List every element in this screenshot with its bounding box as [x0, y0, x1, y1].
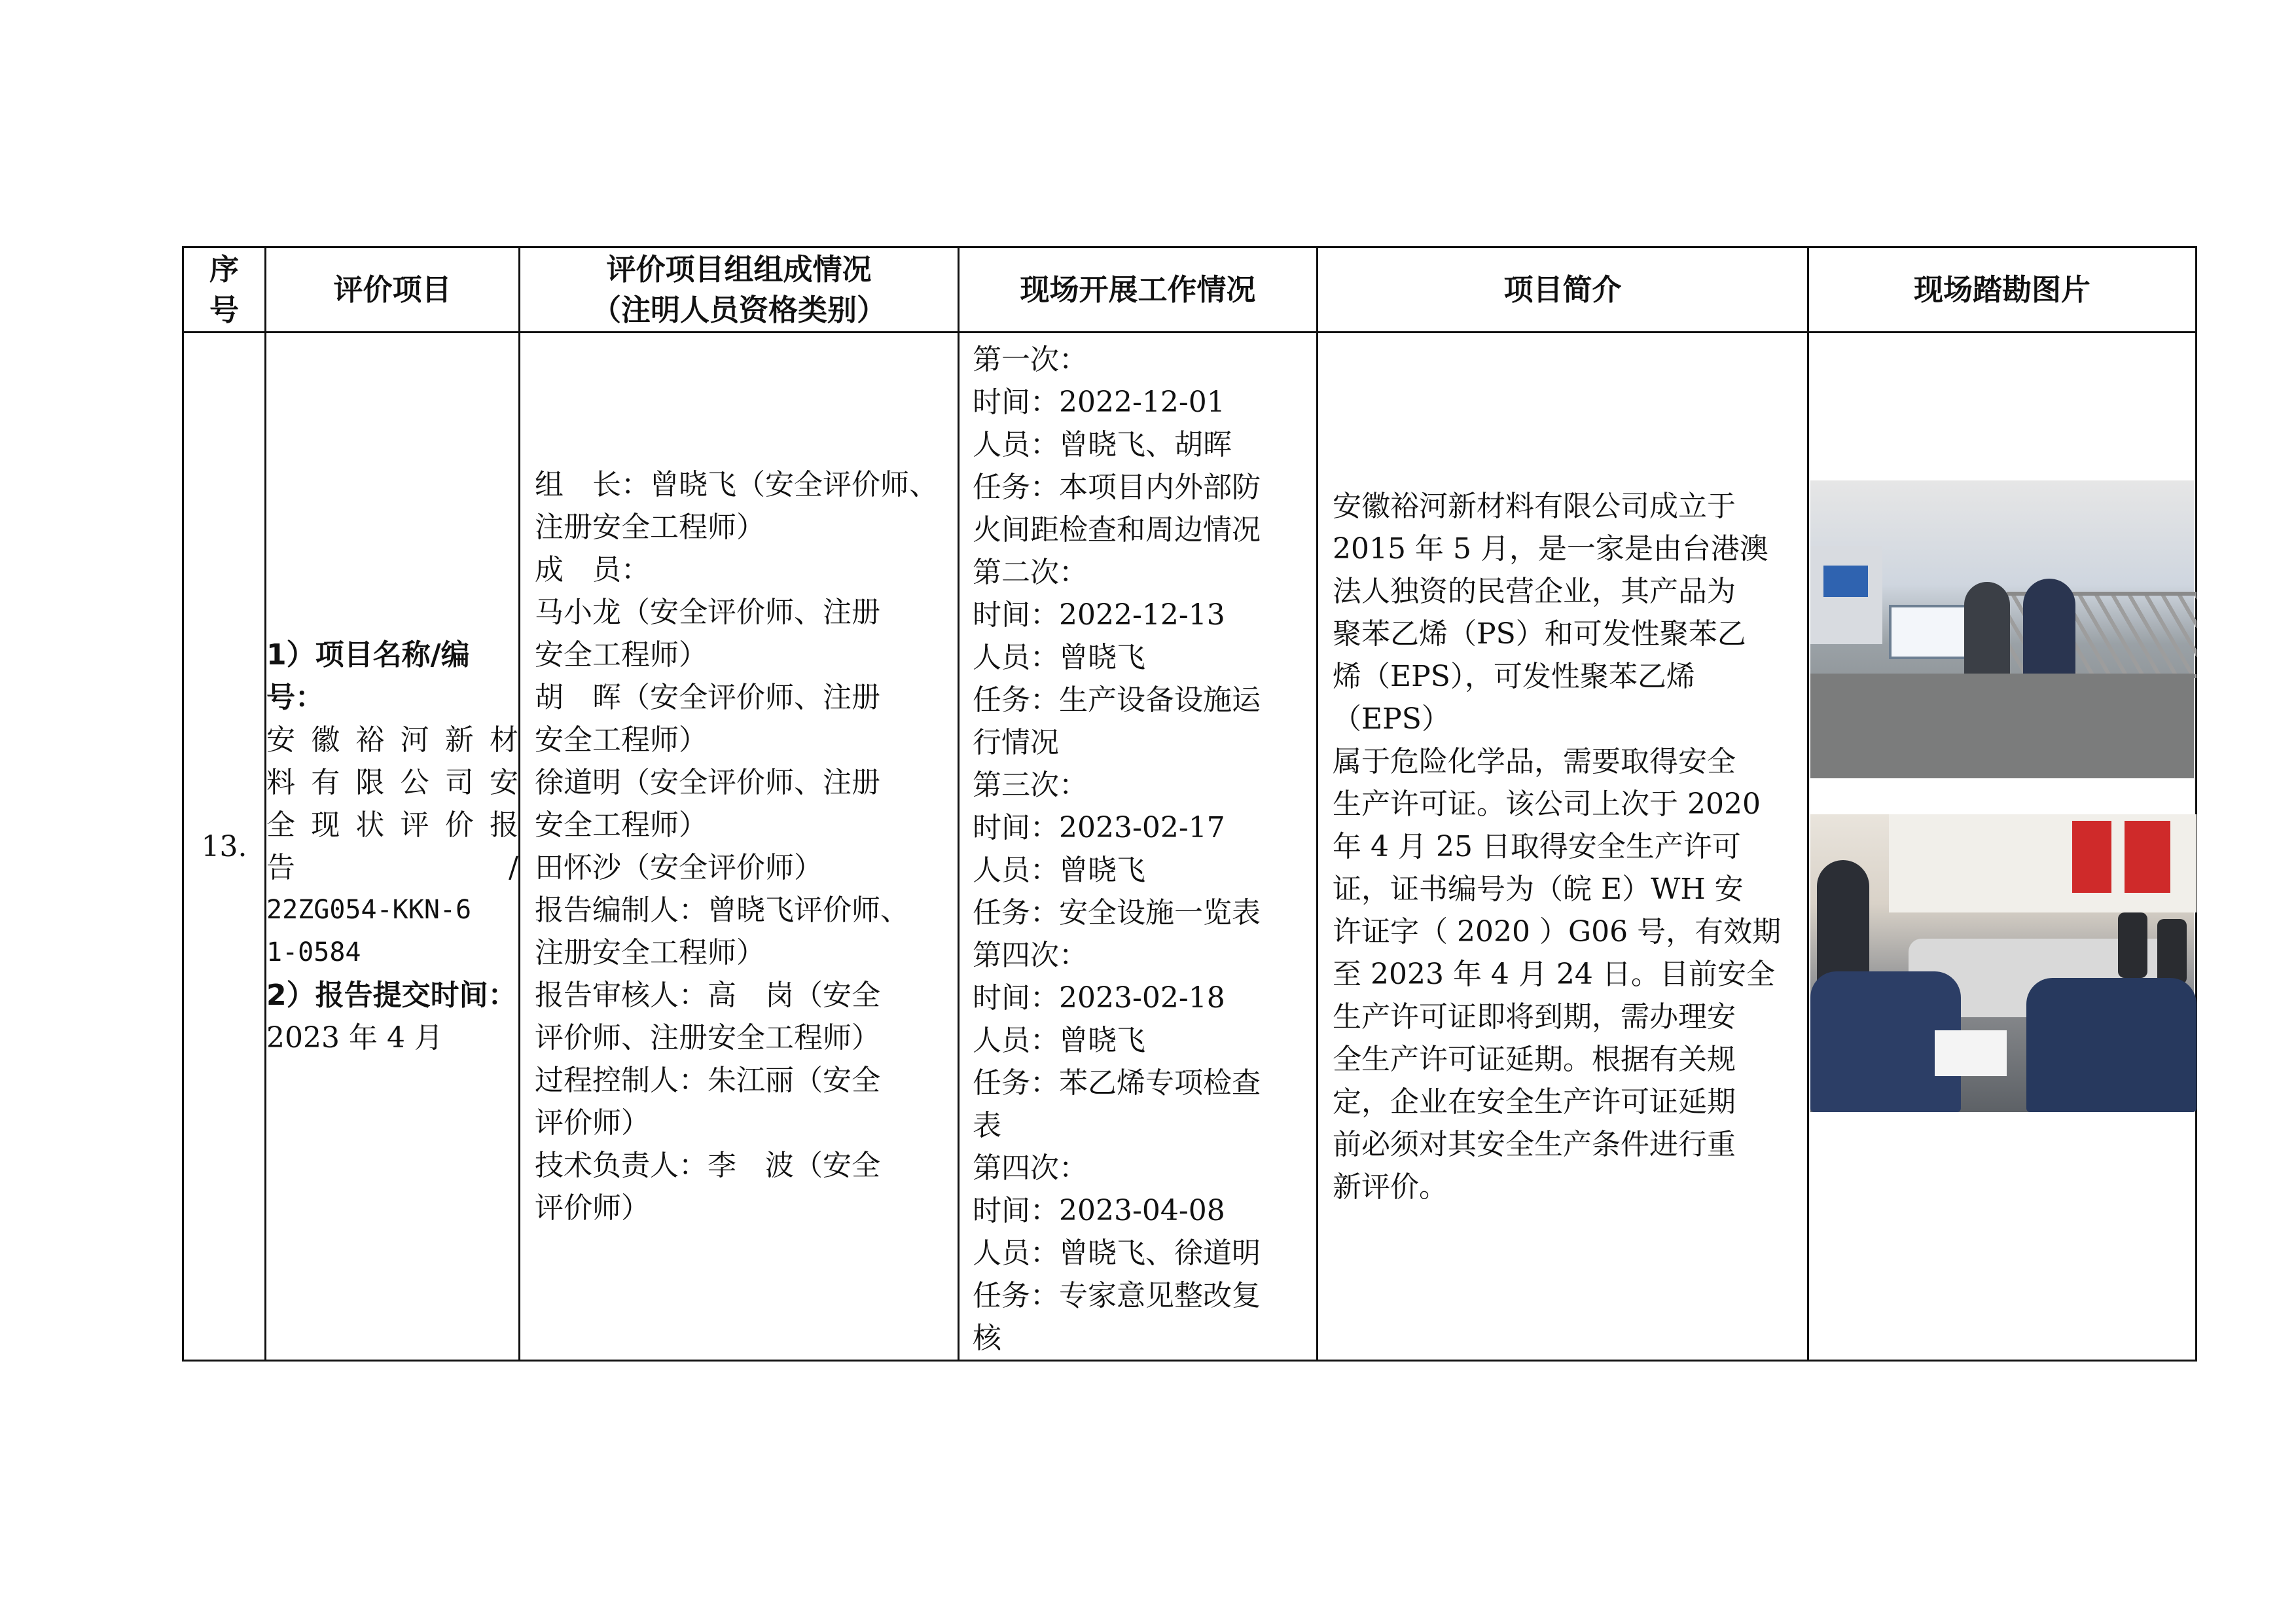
report-time-value: 2023 年 4 月: [266, 1021, 443, 1055]
project-name-line: 全现状评价报: [266, 808, 518, 842]
intro-line: 安徽裕河新材料有限公司成立于: [1333, 489, 1736, 523]
work-list: [960, 338, 1316, 1360]
work-record-line: 第三次：: [973, 768, 1088, 802]
intro-line: 前必须对其安全生产条件进行重: [1333, 1127, 1736, 1161]
row-index: 13.: [183, 333, 266, 1361]
photos-cell: [1808, 333, 2197, 1361]
work-record-line: 时间：2023-04-08: [973, 1194, 1225, 1227]
intro-line: 新评价。: [1333, 1170, 1448, 1204]
header-photos: 现场踏勘图片: [1808, 247, 2197, 333]
work-record-line: 任务：安全设施一览表: [973, 896, 1261, 929]
work-record-line: 任务：苯乙烯专项检查: [973, 1066, 1261, 1100]
intro-line: 法人独资的民营企业，其产品为: [1333, 574, 1736, 608]
project-name-line: 告 /: [266, 851, 518, 884]
team-member-line: 成 员：: [535, 553, 650, 586]
project-code-line: 1-0584: [266, 937, 361, 967]
header-work: 现场开展工作情况: [959, 247, 1318, 333]
intro-line: 许证字（ 2020 ）G06 号，有效期: [1333, 914, 1782, 948]
project-name-line: 安徽裕河新材: [266, 723, 518, 757]
team-member-line: 安全工程师）: [535, 808, 708, 842]
header-project: 评价项目: [266, 247, 520, 333]
site-photo-meeting: [1810, 814, 2194, 1112]
work-record-line: 人员：曾晓飞、胡晖: [973, 428, 1232, 461]
project-code-line: 22ZG054-KKN-6: [266, 895, 472, 925]
team-member-line: 安全工程师）: [535, 723, 708, 757]
intro-line: 证，证书编号为（皖 E）WH 安: [1333, 872, 1744, 906]
work-record-line: 核: [973, 1322, 1001, 1355]
work-record-line: 任务：本项目内外部防: [973, 471, 1261, 504]
work-record-line: 第四次：: [973, 939, 1088, 972]
team-member-line: 组 长：曾晓飞（安全评价师、: [535, 468, 938, 501]
work-record-line: 人员：曾晓飞: [973, 854, 1145, 887]
intro-line: 2015 年 5 月，是一家是由台港澳: [1333, 532, 1768, 566]
work-record-line: 任务：生产设备设施运: [973, 683, 1261, 717]
work-record-line: 第四次：: [973, 1151, 1088, 1185]
team-list: [520, 463, 958, 1229]
team-member-line: 技术负责人：李 波（安全: [535, 1149, 880, 1182]
team-member-line: 胡 晖（安全评价师、注册: [535, 681, 880, 714]
work-record-line: 时间：2023-02-17: [973, 811, 1225, 844]
team-member-line: 评价师）: [535, 1191, 650, 1225]
intro-line: 聚苯乙烯（PS）和可发性聚苯乙: [1333, 617, 1746, 651]
team-member-line: 徐道明（安全评价师、注册: [535, 766, 880, 799]
header-row: [183, 247, 2197, 333]
team-member-line: 评价师）: [535, 1106, 650, 1140]
project-cell: [266, 333, 520, 1361]
intro-line: 属于危险化学品，需要取得安全: [1333, 744, 1736, 778]
table-row: [183, 333, 2197, 1361]
intro-line: 生产许可证即将到期，需办理安: [1333, 1000, 1736, 1034]
work-record-line: 人员：曾晓飞: [973, 1024, 1145, 1057]
header-intro: 项目简介: [1318, 247, 1808, 333]
work-record-line: 人员：曾晓飞: [973, 641, 1145, 674]
team-member-line: 安全工程师）: [535, 638, 708, 672]
work-record-line: 第二次：: [973, 556, 1088, 589]
evaluation-table: [182, 246, 2197, 1362]
team-member-line: 田怀沙（安全评价师）: [535, 851, 823, 884]
work-record-line: 人员：曾晓飞、徐道明: [973, 1236, 1261, 1270]
team-member-line: 注册安全工程师）: [535, 511, 765, 544]
intro-line: 定，企业在安全生产许可证延期: [1333, 1085, 1736, 1119]
site-photo-gate: [1810, 480, 2194, 778]
intro-line: 年 4 月 25 日取得安全生产许可: [1333, 829, 1741, 863]
work-record-line: 行情况: [973, 726, 1059, 759]
work-record-line: 第一次：: [973, 343, 1088, 376]
report-time-label: 2）报告提交时间：: [266, 979, 517, 1012]
project-name-label: 1）项目名称/编号：: [266, 638, 470, 714]
work-record-line: 表: [973, 1109, 1001, 1142]
team-member-line: 马小龙（安全评价师、注册: [535, 596, 880, 629]
project-name: [266, 719, 518, 974]
header-index: 序 号: [183, 247, 266, 333]
work-record-line: 时间：2022-12-01: [973, 386, 1225, 419]
intro-line: 烯（EPS），可发性聚苯乙烯（EPS）: [1333, 659, 1695, 736]
work-record-line: 时间：2023-02-18: [973, 981, 1225, 1015]
team-member-line: 注册安全工程师）: [535, 936, 765, 969]
work-cell: [959, 333, 1318, 1361]
intro-line: 全生产许可证延期。根据有关规: [1333, 1042, 1736, 1076]
work-record-line: 时间：2022-12-13: [973, 598, 1225, 632]
intro-cell: [1318, 333, 1808, 1361]
header-team: 评价项目组组成情况 （注明人员资格类别）: [520, 247, 959, 333]
intro-list: [1318, 485, 1807, 1208]
team-member-line: 报告审核人：高 岗（安全: [535, 979, 880, 1012]
intro-line: 至 2023 年 4 月 24 日。目前安全: [1333, 957, 1775, 991]
work-record-line: 火间距检查和周边情况: [973, 513, 1261, 547]
project-name-line: 料有限公司安: [266, 766, 518, 799]
team-member-line: 报告编制人：曾晓飞评价师、: [535, 893, 909, 927]
intro-line: 生产许可证。该公司上次于 2020: [1333, 787, 1761, 821]
team-member-line: 评价师、注册安全工程师）: [535, 1021, 880, 1055]
work-record-line: 任务：专家意见整改复: [973, 1279, 1261, 1312]
team-member-line: 过程控制人：朱江丽（安全: [535, 1064, 880, 1097]
team-cell: [520, 333, 959, 1361]
